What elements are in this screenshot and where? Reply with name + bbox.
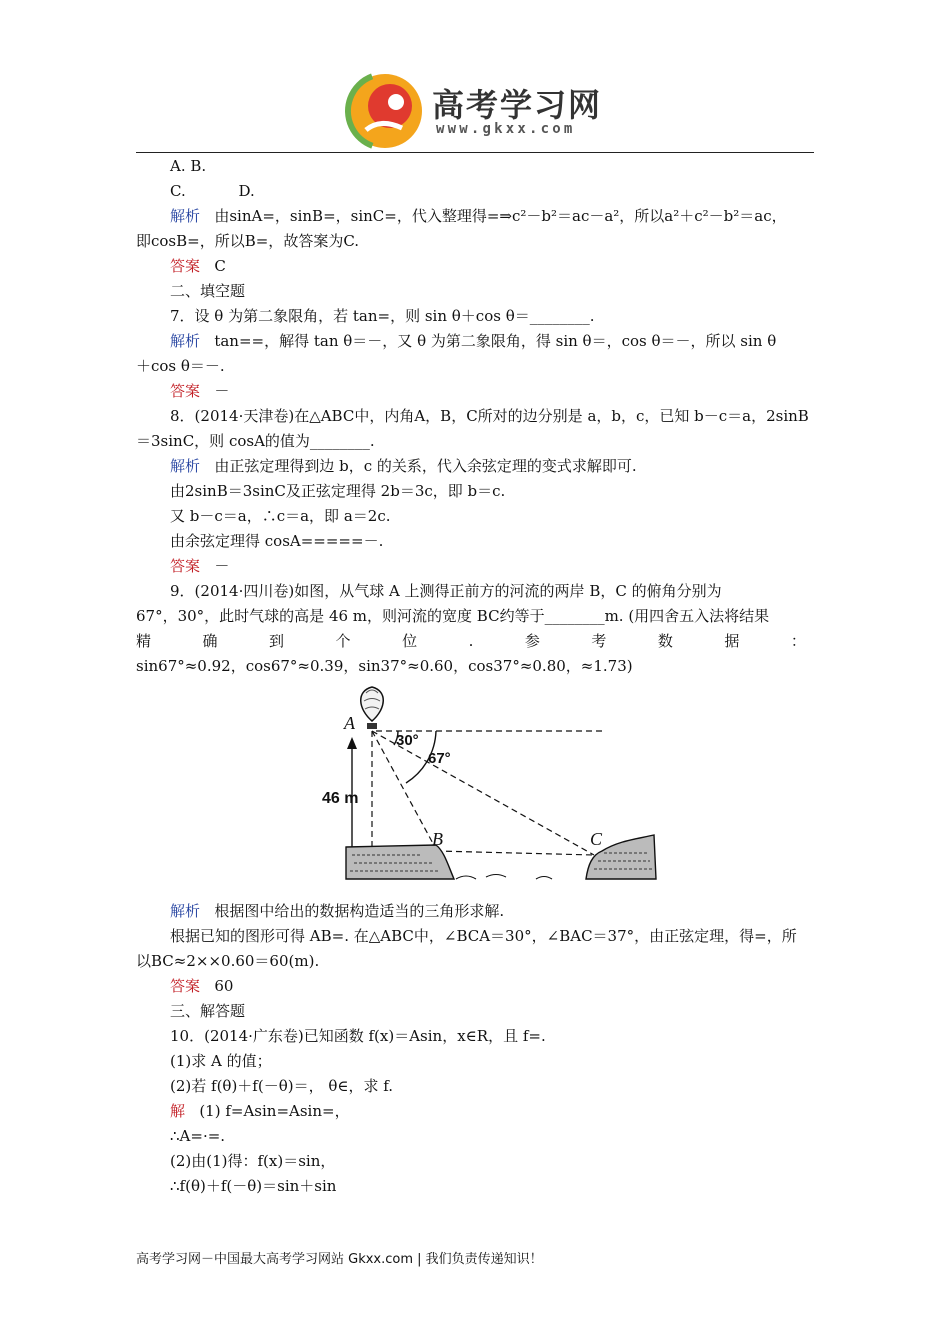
spread-char: 据 [724, 632, 740, 650]
label-c: C [590, 829, 603, 849]
height-label: 46 m [322, 790, 359, 807]
left-bank [346, 845, 454, 879]
answer-value: C [214, 257, 226, 275]
brand-url: www.gkxx.com [436, 121, 576, 137]
question-8-cont: ＝3sinC，则 cosA的值为________. [136, 432, 375, 450]
answer-line [136, 254, 814, 279]
document-body [136, 154, 814, 1199]
header-divider [136, 152, 814, 153]
explanation-line: 以BC≈2××0.60＝60(m). [136, 952, 320, 970]
explanation-line: 又 b－c＝a，∴c＝a，即 a＝2c. [170, 507, 391, 525]
explanation-line [136, 899, 814, 924]
spread-char: 数 [657, 632, 673, 650]
answer-label: 答案 [170, 382, 201, 400]
spread-char: 考 [591, 632, 607, 650]
explanation-text: tan==，解得 tan θ＝－，又 θ 为第二象限角，得 sin θ＝，cos θ＝－，所以 sin θ [214, 332, 777, 350]
spread-char: ： [790, 632, 806, 650]
spread-char: 个 [335, 632, 351, 650]
spread-char: 精 [136, 632, 152, 650]
explanation-line [136, 454, 814, 479]
balloon-figure [322, 679, 666, 899]
explanation-line: 即cosB=，所以B=，故答案为C. [136, 232, 360, 250]
explanation-line: 由余弦定理得 cosA=====－. [170, 532, 384, 550]
question-7: 7．设 θ 为第二象限角，若 tan=，则 sin θ＋cos θ＝________. [170, 307, 595, 325]
spread-char: 确 [202, 632, 218, 650]
option-line: A. B. [170, 157, 207, 175]
solution-line: ∴A=·=. [170, 1127, 226, 1145]
question-10-part1: (1)求 A 的值； [170, 1052, 272, 1070]
option-c: C. [170, 182, 186, 200]
question-9-cont: 67°，30°，此时气球的高是 46 m，则河流的宽度 BC约等于________m. (用四舍五入法将结果 [136, 607, 770, 625]
spread-char: 位 [402, 632, 418, 650]
solution-text: (1) f=Asin=Asin=， [199, 1102, 350, 1120]
question-8: 8．(2014·天津卷)在△ABC中，内角A，B，C所对的边分别是 a，b，c，已知 b－c＝a，2sinB [170, 407, 809, 425]
answer-value: － [214, 557, 230, 575]
option-line [136, 179, 814, 204]
explanation-label: 解析 [170, 332, 201, 350]
explanation-text: 由正弦定理得到边 b，c 的关系，代入余弦定理的变式求解即可. [214, 457, 637, 475]
explanation-line: 由2sinB＝3sinC及正弦定理得 2b＝3c，即 b＝c. [170, 482, 506, 500]
answer-line [136, 379, 814, 404]
answer-value: 60 [214, 977, 234, 995]
section-heading: 二、填空题 [170, 282, 246, 300]
balloon-diagram [322, 679, 666, 899]
answer-label: 答案 [170, 977, 201, 995]
answer-line [136, 974, 814, 999]
explanation-label: 解析 [170, 457, 201, 475]
section-heading: 三、解答题 [170, 1002, 246, 1020]
answer-label: 答案 [170, 557, 201, 575]
spread-char: 参 [524, 632, 540, 650]
solution-line: ∴f(θ)＋f(－θ)＝sin＋sin [170, 1177, 337, 1195]
spread-char: 到 [269, 632, 285, 650]
question-9: 9．(2014·四川卷)如图，从气球 A 上测得正前方的河流的两岸 B，C 的俯角分别为 [170, 582, 722, 600]
answer-value: － [214, 382, 230, 400]
explanation-line: ＋cos θ＝－. [136, 357, 225, 375]
brand-name: 高考学习网 [432, 86, 603, 124]
answer-line [136, 554, 814, 579]
explanation-label: 解析 [170, 207, 201, 225]
question-10: 10．(2014·广东卷)已知函数 f(x)＝Asin，x∈R，且 f=. [170, 1027, 546, 1045]
angle-67-label: 67° [428, 750, 451, 767]
option-d: D. [238, 182, 255, 200]
solution-line: (2)由(1)得：f(x)＝sin， [170, 1152, 336, 1170]
question-9-reference: sin67°≈0.92，cos67°≈0.39，sin37°≈0.60，cos37°≈0.80，≈1.73) [136, 657, 633, 675]
explanation-line: 根据已知的图形可得 AB=. 在△ABC中，∠BCA＝30°，∠BAC＝37°，由正弦定理，得=，所 [170, 927, 797, 945]
page-footer: 高考学习网－中国最大高考学习网站 Gkxx.com | 我们负责传递知识！ [136, 1252, 543, 1267]
page-header [0, 0, 950, 160]
spread-char: . [468, 632, 474, 650]
balloon-icon [361, 687, 384, 729]
label-b: B [432, 829, 443, 849]
explanation-label: 解析 [170, 902, 201, 920]
answer-label: 答案 [170, 257, 201, 275]
explanation-text: 根据图中给出的数据构造适当的三角形求解. [214, 902, 505, 920]
question-9-spread [136, 629, 814, 654]
angle-30-label: 30° [396, 732, 419, 749]
solution-label: 解 [170, 1102, 186, 1120]
question-10-part2: (2)若 f(θ)＋f(－θ)＝， θ∈，求 f. [170, 1077, 394, 1095]
explanation-line [136, 204, 814, 229]
explanation-text: 由sinA=，sinB=，sinC=，代入整理得=⇒c²－b²＝ac－a²，所以a²＋c²－b²＝ac， [214, 207, 787, 225]
explanation-line [136, 329, 814, 354]
label-a: A [344, 713, 355, 733]
logo-icon [346, 72, 424, 150]
solution-line [136, 1099, 814, 1124]
